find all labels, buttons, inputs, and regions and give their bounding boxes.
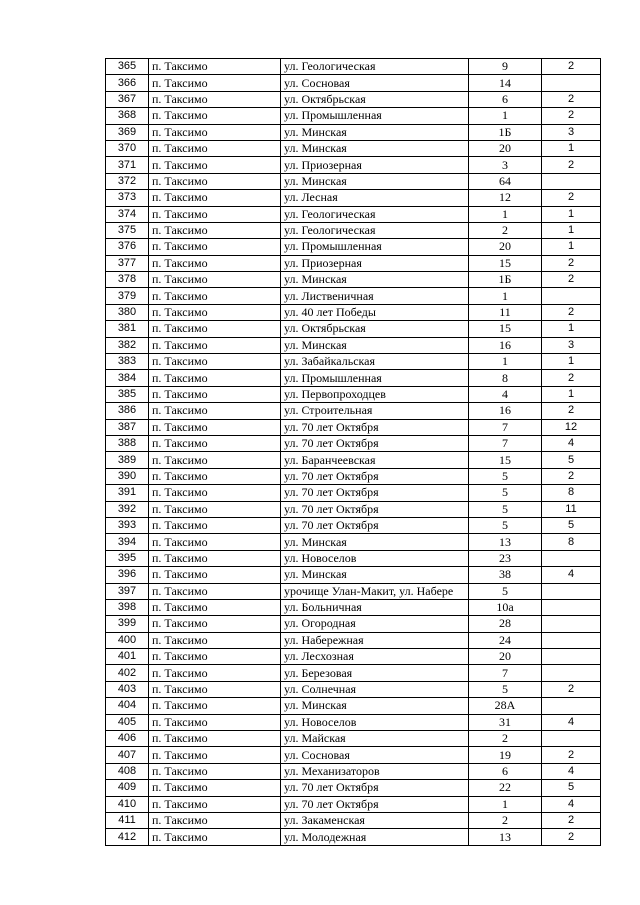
row-number: 366 bbox=[106, 75, 149, 91]
row-number: 372 bbox=[106, 173, 149, 189]
table-row bbox=[106, 91, 601, 107]
house-number-cell: 13 bbox=[469, 829, 542, 845]
count-cell: 1 bbox=[542, 140, 601, 156]
count-cell: 8 bbox=[542, 534, 601, 550]
settlement-cell: п. Таксимо bbox=[149, 780, 281, 796]
settlement-cell: п. Таксимо bbox=[149, 321, 281, 337]
settlement-cell: п. Таксимо bbox=[149, 468, 281, 484]
count-cell: 11 bbox=[542, 501, 601, 517]
street-cell: ул. 70 лет Октября bbox=[281, 517, 469, 533]
count-cell: 2 bbox=[542, 468, 601, 484]
house-number-cell: 20 bbox=[469, 140, 542, 156]
table-row bbox=[106, 157, 601, 173]
house-number-cell: 3 bbox=[469, 157, 542, 173]
count-cell: 2 bbox=[542, 255, 601, 271]
row-number: 391 bbox=[106, 485, 149, 501]
table-row bbox=[106, 140, 601, 156]
street-cell: ул. 70 лет Октября bbox=[281, 435, 469, 451]
street-cell: ул. Лесная bbox=[281, 190, 469, 206]
table-row bbox=[106, 124, 601, 140]
table-row bbox=[106, 435, 601, 451]
table-row bbox=[106, 681, 601, 697]
count-cell bbox=[542, 288, 601, 304]
street-cell: ул. Геологическая bbox=[281, 222, 469, 238]
house-number-cell: 31 bbox=[469, 714, 542, 730]
house-number-cell: 5 bbox=[469, 468, 542, 484]
row-number: 371 bbox=[106, 157, 149, 173]
row-number: 379 bbox=[106, 288, 149, 304]
settlement-cell: п. Таксимо bbox=[149, 731, 281, 747]
house-number-cell: 1Б bbox=[469, 272, 542, 288]
house-number-cell: 9 bbox=[469, 59, 542, 75]
row-number: 400 bbox=[106, 632, 149, 648]
house-number-cell: 23 bbox=[469, 550, 542, 566]
row-number: 386 bbox=[106, 403, 149, 419]
house-number-cell: 2 bbox=[469, 731, 542, 747]
settlement-cell: п. Таксимо bbox=[149, 337, 281, 353]
street-cell: ул. 70 лет Октября bbox=[281, 485, 469, 501]
settlement-cell: п. Таксимо bbox=[149, 616, 281, 632]
row-number: 405 bbox=[106, 714, 149, 730]
count-cell: 2 bbox=[542, 403, 601, 419]
row-number: 388 bbox=[106, 435, 149, 451]
street-cell: ул. Минская bbox=[281, 124, 469, 140]
street-cell: ул. Минская bbox=[281, 140, 469, 156]
count-cell: 1 bbox=[542, 239, 601, 255]
table-row bbox=[106, 517, 601, 533]
house-number-cell: 7 bbox=[469, 435, 542, 451]
count-cell bbox=[542, 665, 601, 681]
row-number: 385 bbox=[106, 386, 149, 402]
row-number: 402 bbox=[106, 665, 149, 681]
street-cell: урочище Улан-Макит, ул. Набере bbox=[281, 583, 469, 599]
table-row bbox=[106, 731, 601, 747]
settlement-cell: п. Таксимо bbox=[149, 108, 281, 124]
table-row bbox=[106, 550, 601, 566]
count-cell: 2 bbox=[542, 812, 601, 828]
table-row bbox=[106, 698, 601, 714]
table-row bbox=[106, 829, 601, 845]
house-number-cell: 15 bbox=[469, 452, 542, 468]
count-cell: 1 bbox=[542, 354, 601, 370]
count-cell: 2 bbox=[542, 272, 601, 288]
row-number: 381 bbox=[106, 321, 149, 337]
settlement-cell: п. Таксимо bbox=[149, 714, 281, 730]
row-number: 378 bbox=[106, 272, 149, 288]
street-cell: ул. Строительная bbox=[281, 403, 469, 419]
row-number: 375 bbox=[106, 222, 149, 238]
street-cell: ул. Геологическая bbox=[281, 59, 469, 75]
street-cell: ул. Больничная bbox=[281, 599, 469, 615]
table-row bbox=[106, 337, 601, 353]
house-number-cell: 22 bbox=[469, 780, 542, 796]
row-number: 412 bbox=[106, 829, 149, 845]
house-number-cell: 5 bbox=[469, 681, 542, 697]
street-cell: ул. Новоселов bbox=[281, 714, 469, 730]
street-cell: ул. Майская bbox=[281, 731, 469, 747]
house-number-cell: 1Б bbox=[469, 124, 542, 140]
table-row bbox=[106, 649, 601, 665]
street-cell: ул. 70 лет Октября bbox=[281, 796, 469, 812]
house-number-cell: 28А bbox=[469, 698, 542, 714]
settlement-cell: п. Таксимо bbox=[149, 681, 281, 697]
table-row bbox=[106, 288, 601, 304]
street-cell: ул. Баранчеевская bbox=[281, 452, 469, 468]
settlement-cell: п. Таксимо bbox=[149, 354, 281, 370]
row-number: 407 bbox=[106, 747, 149, 763]
row-number: 384 bbox=[106, 370, 149, 386]
house-number-cell: 6 bbox=[469, 91, 542, 107]
settlement-cell: п. Таксимо bbox=[149, 632, 281, 648]
row-number: 376 bbox=[106, 239, 149, 255]
count-cell: 2 bbox=[542, 304, 601, 320]
settlement-cell: п. Таксимо bbox=[149, 517, 281, 533]
row-number: 403 bbox=[106, 681, 149, 697]
settlement-cell: п. Таксимо bbox=[149, 698, 281, 714]
street-cell: ул. Октябрьская bbox=[281, 91, 469, 107]
house-number-cell: 5 bbox=[469, 485, 542, 501]
table-row bbox=[106, 222, 601, 238]
count-cell: 2 bbox=[542, 59, 601, 75]
street-cell: ул. Лесхозная bbox=[281, 649, 469, 665]
row-number: 399 bbox=[106, 616, 149, 632]
house-number-cell: 2 bbox=[469, 812, 542, 828]
house-number-cell: 8 bbox=[469, 370, 542, 386]
count-cell: 4 bbox=[542, 714, 601, 730]
table-row bbox=[106, 632, 601, 648]
street-cell: ул. Минская bbox=[281, 534, 469, 550]
street-cell: ул. Новоселов bbox=[281, 550, 469, 566]
settlement-cell: п. Таксимо bbox=[149, 206, 281, 222]
table-row bbox=[106, 255, 601, 271]
settlement-cell: п. Таксимо bbox=[149, 288, 281, 304]
count-cell: 2 bbox=[542, 157, 601, 173]
settlement-cell: п. Таксимо bbox=[149, 59, 281, 75]
settlement-cell: п. Таксимо bbox=[149, 75, 281, 91]
street-cell: ул. Минская bbox=[281, 567, 469, 583]
settlement-cell: п. Таксимо bbox=[149, 124, 281, 140]
house-number-cell: 12 bbox=[469, 190, 542, 206]
street-cell: ул. Молодежная bbox=[281, 829, 469, 845]
settlement-cell: п. Таксимо bbox=[149, 222, 281, 238]
row-number: 374 bbox=[106, 206, 149, 222]
settlement-cell: п. Таксимо bbox=[149, 370, 281, 386]
count-cell: 3 bbox=[542, 124, 601, 140]
address-table-body bbox=[106, 59, 601, 846]
table-row bbox=[106, 452, 601, 468]
count-cell: 2 bbox=[542, 108, 601, 124]
row-number: 369 bbox=[106, 124, 149, 140]
street-cell: ул. Приозерная bbox=[281, 157, 469, 173]
settlement-cell: п. Таксимо bbox=[149, 91, 281, 107]
settlement-cell: п. Таксимо bbox=[149, 812, 281, 828]
row-number: 365 bbox=[106, 59, 149, 75]
table-row bbox=[106, 780, 601, 796]
settlement-cell: п. Таксимо bbox=[149, 272, 281, 288]
count-cell bbox=[542, 75, 601, 91]
row-number: 397 bbox=[106, 583, 149, 599]
settlement-cell: п. Таксимо bbox=[149, 157, 281, 173]
street-cell: ул. Сосновая bbox=[281, 75, 469, 91]
row-number: 370 bbox=[106, 140, 149, 156]
house-number-cell: 64 bbox=[469, 173, 542, 189]
settlement-cell: п. Таксимо bbox=[149, 796, 281, 812]
table-row bbox=[106, 75, 601, 91]
house-number-cell: 1 bbox=[469, 288, 542, 304]
settlement-cell: п. Таксимо bbox=[149, 501, 281, 517]
table-row bbox=[106, 321, 601, 337]
row-number: 396 bbox=[106, 567, 149, 583]
street-cell: ул. Минская bbox=[281, 698, 469, 714]
row-number: 401 bbox=[106, 649, 149, 665]
settlement-cell: п. Таксимо bbox=[149, 452, 281, 468]
row-number: 380 bbox=[106, 304, 149, 320]
settlement-cell: п. Таксимо bbox=[149, 567, 281, 583]
house-number-cell: 5 bbox=[469, 501, 542, 517]
row-number: 368 bbox=[106, 108, 149, 124]
settlement-cell: п. Таксимо bbox=[149, 190, 281, 206]
row-number: 392 bbox=[106, 501, 149, 517]
row-number: 398 bbox=[106, 599, 149, 615]
table-row bbox=[106, 812, 601, 828]
street-cell: ул. Набережная bbox=[281, 632, 469, 648]
settlement-cell: п. Таксимо bbox=[149, 255, 281, 271]
settlement-cell: п. Таксимо bbox=[149, 304, 281, 320]
count-cell: 1 bbox=[542, 222, 601, 238]
count-cell: 2 bbox=[542, 829, 601, 845]
house-number-cell: 20 bbox=[469, 649, 542, 665]
settlement-cell: п. Таксимо bbox=[149, 173, 281, 189]
house-number-cell: 19 bbox=[469, 747, 542, 763]
count-cell: 4 bbox=[542, 567, 601, 583]
count-cell: 4 bbox=[542, 796, 601, 812]
house-number-cell: 16 bbox=[469, 403, 542, 419]
house-number-cell: 7 bbox=[469, 665, 542, 681]
settlement-cell: п. Таксимо bbox=[149, 419, 281, 435]
settlement-cell: п. Таксимо bbox=[149, 665, 281, 681]
table-row bbox=[106, 304, 601, 320]
count-cell: 2 bbox=[542, 681, 601, 697]
street-cell: ул. Промышленная bbox=[281, 370, 469, 386]
house-number-cell: 15 bbox=[469, 321, 542, 337]
table-row bbox=[106, 354, 601, 370]
house-number-cell: 24 bbox=[469, 632, 542, 648]
count-cell bbox=[542, 583, 601, 599]
table-row bbox=[106, 567, 601, 583]
row-number: 404 bbox=[106, 698, 149, 714]
table-row bbox=[106, 419, 601, 435]
table-row bbox=[106, 386, 601, 402]
house-number-cell: 4 bbox=[469, 386, 542, 402]
table-row bbox=[106, 108, 601, 124]
street-cell: ул. Минская bbox=[281, 173, 469, 189]
count-cell: 3 bbox=[542, 337, 601, 353]
row-number: 393 bbox=[106, 517, 149, 533]
street-cell: ул. Огородная bbox=[281, 616, 469, 632]
table-row bbox=[106, 173, 601, 189]
count-cell: 4 bbox=[542, 763, 601, 779]
settlement-cell: п. Таксимо bbox=[149, 386, 281, 402]
street-cell: ул. Солнечная bbox=[281, 681, 469, 697]
street-cell: ул. Приозерная bbox=[281, 255, 469, 271]
count-cell: 2 bbox=[542, 190, 601, 206]
count-cell: 12 bbox=[542, 419, 601, 435]
table-row bbox=[106, 763, 601, 779]
settlement-cell: п. Таксимо bbox=[149, 550, 281, 566]
house-number-cell: 14 bbox=[469, 75, 542, 91]
table-row bbox=[106, 501, 601, 517]
address-table bbox=[105, 58, 601, 846]
count-cell: 5 bbox=[542, 452, 601, 468]
table-row bbox=[106, 583, 601, 599]
street-cell: ул. Геологическая bbox=[281, 206, 469, 222]
house-number-cell: 1 bbox=[469, 354, 542, 370]
count-cell bbox=[542, 599, 601, 615]
settlement-cell: п. Таксимо bbox=[149, 599, 281, 615]
house-number-cell: 20 bbox=[469, 239, 542, 255]
count-cell: 2 bbox=[542, 747, 601, 763]
house-number-cell: 5 bbox=[469, 517, 542, 533]
count-cell: 1 bbox=[542, 206, 601, 222]
settlement-cell: п. Таксимо bbox=[149, 140, 281, 156]
street-cell: ул. Промышленная bbox=[281, 108, 469, 124]
settlement-cell: п. Таксимо bbox=[149, 829, 281, 845]
row-number: 394 bbox=[106, 534, 149, 550]
count-cell: 2 bbox=[542, 91, 601, 107]
house-number-cell: 2 bbox=[469, 222, 542, 238]
row-number: 406 bbox=[106, 731, 149, 747]
street-cell: ул. Промышленная bbox=[281, 239, 469, 255]
street-cell: ул. Забайкальская bbox=[281, 354, 469, 370]
row-number: 395 bbox=[106, 550, 149, 566]
table-row bbox=[106, 190, 601, 206]
settlement-cell: п. Таксимо bbox=[149, 763, 281, 779]
street-cell: ул. Первопроходцев bbox=[281, 386, 469, 402]
count-cell bbox=[542, 731, 601, 747]
settlement-cell: п. Таксимо bbox=[149, 534, 281, 550]
house-number-cell: 1 bbox=[469, 796, 542, 812]
table-row bbox=[106, 485, 601, 501]
settlement-cell: п. Таксимо bbox=[149, 435, 281, 451]
house-number-cell: 11 bbox=[469, 304, 542, 320]
table-row bbox=[106, 747, 601, 763]
house-number-cell: 10а bbox=[469, 599, 542, 615]
count-cell: 5 bbox=[542, 780, 601, 796]
settlement-cell: п. Таксимо bbox=[149, 583, 281, 599]
count-cell: 1 bbox=[542, 321, 601, 337]
house-number-cell: 28 bbox=[469, 616, 542, 632]
row-number: 383 bbox=[106, 354, 149, 370]
house-number-cell: 15 bbox=[469, 255, 542, 271]
street-cell: ул. 70 лет Октября bbox=[281, 468, 469, 484]
table-row bbox=[106, 616, 601, 632]
row-number: 387 bbox=[106, 419, 149, 435]
table-row bbox=[106, 239, 601, 255]
street-cell: ул. 40 лет Победы bbox=[281, 304, 469, 320]
count-cell bbox=[542, 616, 601, 632]
row-number: 382 bbox=[106, 337, 149, 353]
row-number: 389 bbox=[106, 452, 149, 468]
settlement-cell: п. Таксимо bbox=[149, 485, 281, 501]
table-row bbox=[106, 403, 601, 419]
street-cell: ул. Минская bbox=[281, 337, 469, 353]
house-number-cell: 16 bbox=[469, 337, 542, 353]
table-row bbox=[106, 370, 601, 386]
table-row bbox=[106, 796, 601, 812]
count-cell bbox=[542, 698, 601, 714]
street-cell: ул. 70 лет Октября bbox=[281, 419, 469, 435]
row-number: 411 bbox=[106, 812, 149, 828]
house-number-cell: 38 bbox=[469, 567, 542, 583]
count-cell: 2 bbox=[542, 370, 601, 386]
settlement-cell: п. Таксимо bbox=[149, 649, 281, 665]
count-cell: 4 bbox=[542, 435, 601, 451]
row-number: 409 bbox=[106, 780, 149, 796]
row-number: 367 bbox=[106, 91, 149, 107]
street-cell: ул. Механизаторов bbox=[281, 763, 469, 779]
count-cell: 1 bbox=[542, 386, 601, 402]
table-row bbox=[106, 534, 601, 550]
count-cell bbox=[542, 632, 601, 648]
street-cell: ул. 70 лет Октября bbox=[281, 501, 469, 517]
house-number-cell: 1 bbox=[469, 206, 542, 222]
table-row bbox=[106, 272, 601, 288]
table-row bbox=[106, 59, 601, 75]
settlement-cell: п. Таксимо bbox=[149, 747, 281, 763]
house-number-cell: 13 bbox=[469, 534, 542, 550]
street-cell: ул. Октябрьская bbox=[281, 321, 469, 337]
table-row bbox=[106, 599, 601, 615]
street-cell: ул. Минская bbox=[281, 272, 469, 288]
row-number: 408 bbox=[106, 763, 149, 779]
count-cell bbox=[542, 649, 601, 665]
street-cell: ул. Березовая bbox=[281, 665, 469, 681]
row-number: 390 bbox=[106, 468, 149, 484]
count-cell: 5 bbox=[542, 517, 601, 533]
row-number: 373 bbox=[106, 190, 149, 206]
house-number-cell: 5 bbox=[469, 583, 542, 599]
house-number-cell: 1 bbox=[469, 108, 542, 124]
row-number: 410 bbox=[106, 796, 149, 812]
count-cell bbox=[542, 173, 601, 189]
street-cell: ул. Сосновая bbox=[281, 747, 469, 763]
settlement-cell: п. Таксимо bbox=[149, 239, 281, 255]
count-cell bbox=[542, 550, 601, 566]
table-row bbox=[106, 206, 601, 222]
table-row bbox=[106, 665, 601, 681]
house-number-cell: 7 bbox=[469, 419, 542, 435]
street-cell: ул. 70 лет Октября bbox=[281, 780, 469, 796]
house-number-cell: 6 bbox=[469, 763, 542, 779]
street-cell: ул. Лиственичная bbox=[281, 288, 469, 304]
street-cell: ул. Закаменская bbox=[281, 812, 469, 828]
row-number: 377 bbox=[106, 255, 149, 271]
table-row bbox=[106, 714, 601, 730]
settlement-cell: п. Таксимо bbox=[149, 403, 281, 419]
table-row bbox=[106, 468, 601, 484]
count-cell: 8 bbox=[542, 485, 601, 501]
